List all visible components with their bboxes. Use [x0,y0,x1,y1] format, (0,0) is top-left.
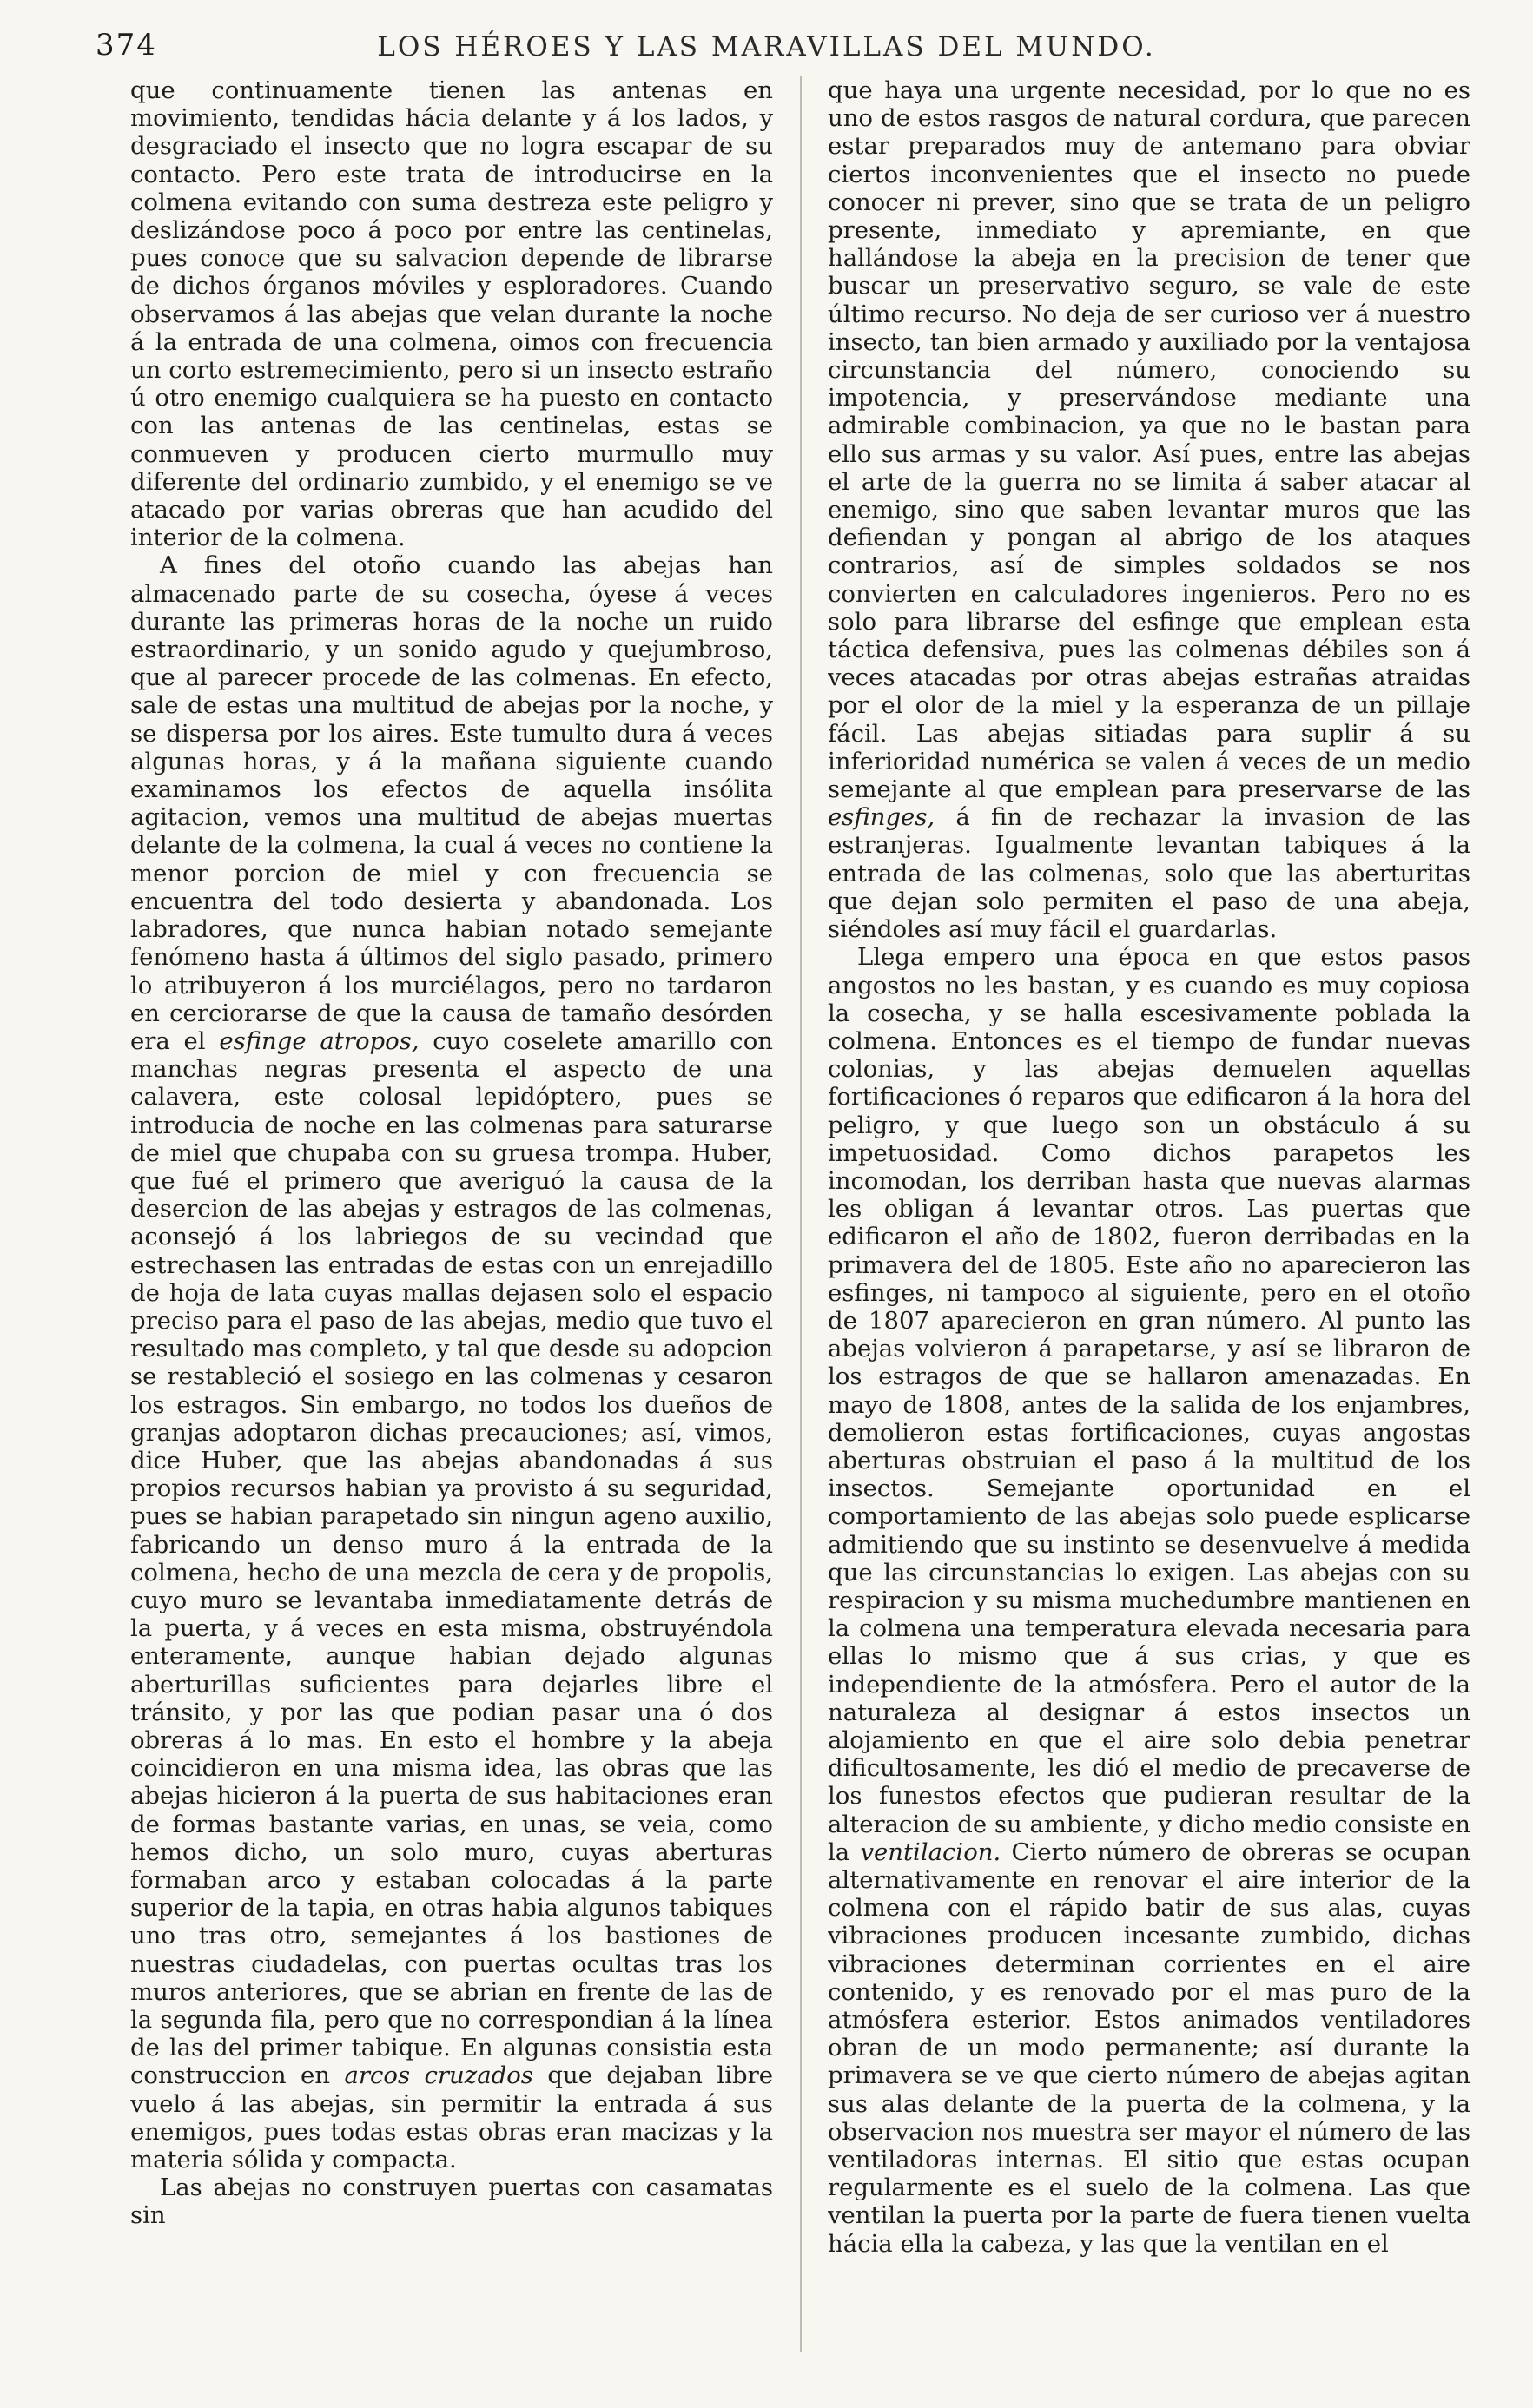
page-number: 374 [96,28,157,63]
column-divider [800,76,802,2352]
right-p1-text-b: á fin de rechazar la invasion de las estranjeras. Igualmente levantan tabiques á la entrada de las colmenas, solo que las aberturitas que dejan solo permiten el paso de una abeja, siéndoles así muy fácil el guardarlas. [828,803,1470,944]
left-p2-text-a: A fines del otoño cuando las abejas han almacenado parte de su cosecha, óyese á veces durante las primeras horas de la noche un ruido estraordinario, y un sonido agudo y quejumbroso, que al parecer procede de las colmenas. En efecto, sale de estas una multitud de abejas por la noche, y se dispersa por los aires. Este tumulto dura á veces algunas horas, y á la mañana siguiente cuando examinamos los efectos de aquella insólita agitacion, vemos una multitud de abejas muertas delante de la colmena, la cual á veces no contiene la menor porcion de miel y con frecuencia se encuentra del todo desierta y abandonada. Los labradores, que nunca habian notado semejante fenómeno hasta á últimos del siglo pasado, primero lo atribuyeron á los murciélagos, pero no tardaron en cerciorarse de que la causa de tamaño desórden era el [130,551,773,1055]
text-columns [130,76,1470,2352]
right-column [828,76,1470,2352]
page-header [0,0,1533,61]
running-title: LOS HÉROES Y LAS MARAVILLAS DEL MUNDO. [377,31,1156,63]
left-paragraph-3 [130,2174,773,2229]
left-p3-text: Las abejas no construyen puertas con casamatas sin [130,2174,773,2230]
right-p2-text-b: Cierto número de obreras se ocupan alternativamente en renovar el aire interior de la colmena con el rápido batir de sus alas, cuyas vibraciones producen incesante zumbido, dichas vibraciones determinan corrientes en el aire contenido, y es renovado por el mas puro de la atmósfera esterior. Estos animados ventiladores obran de un modo permanente; así durante la primavera se ve que cierto número de abejas agitan sus alas delante de la puerta de la colmena, y la observacion nos muestra ser mayor el número de las ventiladoras internas. El sitio que estas ocupan regularmente es el suelo de la colmena. Las que ventilan la puerta por la parte de fuera tienen vuelta hácia ella la cabeza, y las que la ventilan en el [828,1837,1470,2258]
left-p2-italic-term-2: arcos cruzados [344,2062,533,2090]
right-p2-text-a: Llega empero una época en que estos pasos angostos no les bastan, y es cuando es muy copiosa la cosecha, y se halla escesivamente poblada la colmena. Entonces es el tiempo de fundar nuevas colonias, y las abejas demuelen aquellas fortificaciones ó reparos que edificaron á la hora del peligro, y que luego son un obstáculo á su impetuosidad. Como dichos parapetos les incomodan, los derriban hasta que nuevas alarmas les obligan á levantar otros. Las puertas que edificaron el año de 1802, fueron derribadas en la primavera del de 1805. Este año no aparecieron las esfinges, ni tampoco al siguiente, pero en el otoño de 1807 aparecieron en gran número. Al punto las abejas volvieron á parapetarse, y así se libraron de los estragos de que se hallaron amenazadas. En mayo de 1808, antes de la salida de los enjambres, demolieron estas fortificaciones, cuyas angostas aberturas obstruian el paso á la multitud de los insectos. Semejante oportunidad en el comportamiento de las abejas solo puede esplicarse admitiendo que su instinto se desenvuelve á medida que las circunstancias lo exigen. Las abejas con su respiracion y su misma muchedumbre mantienen en la colmena una temperatura elevada necesaria para ellas lo mismo que á sus crias, y que es independiente de la atmósfera. Pero el autor de la naturaleza al designar á estos insectos un alojamiento en que el aire solo debia penetrar dificultosamente, les dió el medio de precaverse de los funestos efectos que pudieran resultar de la alteracion de su ambiente, y dicho medio consiste en la [828,943,1470,1866]
left-p2-italic-term: esfinge atropos, [219,1026,420,1055]
left-p2-text-b: cuyo coselete amarillo con manchas negras presenta el aspecto de una calavera, este colosal lepidóptero, pues se introducia de noche en las colmenas para saturarse de miel que chupaba con su gruesa trompa. Huber, que fué el primero que averiguó la causa de la desercion de las abejas y estragos de las colmenas, aconsejó á los labriegos de su vecindad que estrechasen las entradas de estas con un enrejadillo de hoja de lata cuyas mallas dejasen solo el espacio preciso para el paso de las abejas, medio que tuvo el resultado mas completo, y tal que desde su adopcion se restableció el sosiego en las colmenas y cesaron los estragos. Sin embargo, no todos los dueños de granjas adoptaron dichas precauciones; así, vimos, dice Huber, que las abejas abandonadas á sus propios recursos habian ya provisto á su seguridad, pues se habian parapetado sin ningun ageno auxilio, fabricando un denso muro á la entrada de la colmena, hecho de una mezcla de cera y de propolis, cuyo muro se levantaba inmediatamente detrás de la puerta, y á veces en esta misma, obstruyéndola enteramente, aunque habian dejado algunas aberturillas suficientes para dejarles libre el tránsito, y por las que podian pasar una ó dos obreras á lo mas. En esto el hombre y la abeja coincidieron en una misma idea, las obras que las abejas hicieron á la puerta de sus habitaciones eran de formas bastante varias, en unas, se veia, como hemos dicho, un solo muro, cuyas aberturas formaban arco y estaban colocadas á la parte superior de la tapia, en otras habia algunos tabiques uno tras otro, semejantes á los bastiones de nuestras ciudadelas, con puertas ocultas tras los muros anteriores, que se abrian en frente de las de la segunda fila, pero que no correspondian á la línea de las del primer tabique. En algunas consistia esta construccion en [130,1026,773,2090]
right-paragraph-2 [828,943,1470,2258]
left-paragraph-1 [130,76,773,551]
right-p1-italic-term: esfinges, [828,803,935,832]
right-p1-text-a: que haya una urgente necesidad, por lo que no es uno de estos rasgos de natural cordura, que parecen estar preparados muy de antemano para obviar ciertos inconvenientes que el insecto no puede conocer ni prever, sino que se trata de un peligro presente, inmediato y apremiante, en que hallándose la abeja en la precision de tener que buscar un preservativo seguro, se vale de este último recurso. No deja de ser curioso ver á nuestro insecto, tan bien armado y auxiliado por la ventajosa circunstancia del número, conociendo su impotencia, y preservándose mediante una admirable combinacion, ya que no le bastan para ello sus armas y su valor. Así pues, entre las abejas el arte de la guerra no se limita á saber atacar al enemigo, sino que saben levantar muros que las defiendan y pongan al abrigo de los ataques contrarios, así de simples soldados se nos convierten en calculadores ingenieros. Pero no es solo para librarse del esfinge que emplean esta táctica defensiva, pues las colmenas débiles son á veces atacadas por otras abejas estrañas atraidas por el olor de la miel y la esperanza de un pillaje fácil. Las abejas sitiadas para suplir á su inferioridad numérica se valen á veces de un medio semejante al que emplean para preservarse de las [828,76,1470,804]
right-paragraph-1 [828,76,1470,943]
left-p1-text: que continuamente tienen las antenas en movimiento, tendidas hácia delante y á los lados, y desgraciado el insecto que no logra escapar de su contacto. Pero este trata de introducirse en la colmena evitando con suma destreza este peligro y deslizándose poco á poco por entre las centinelas, pues conoce que su salvacion depende de librarse de dichos órganos móviles y esploradores. Cuando observamos á las abejas que velan durante la noche á la entrada de una colmena, oimos con frecuencia un corto estremecimiento, pero si un insecto estraño ú otro enemigo cualquiera se ha puesto en contacto con las antenas de las centinelas, estas se conmueven y producen cierto murmullo muy diferente del ordinario zumbido, y el enemigo se ve atacado por varias obreras que han acudido del interior de la colmena. [130,76,773,552]
left-column [130,76,773,2352]
left-paragraph-2 [130,551,773,2174]
left-p2-text-c: que dejaban libre vuelo á las abejas, sin permitir la entrada á sus enemigos, pues todas estas obras eran macizas y la materia sólida y compacta. [130,2062,773,2174]
right-p2-italic-term: ventilacion. [860,1837,1001,1866]
